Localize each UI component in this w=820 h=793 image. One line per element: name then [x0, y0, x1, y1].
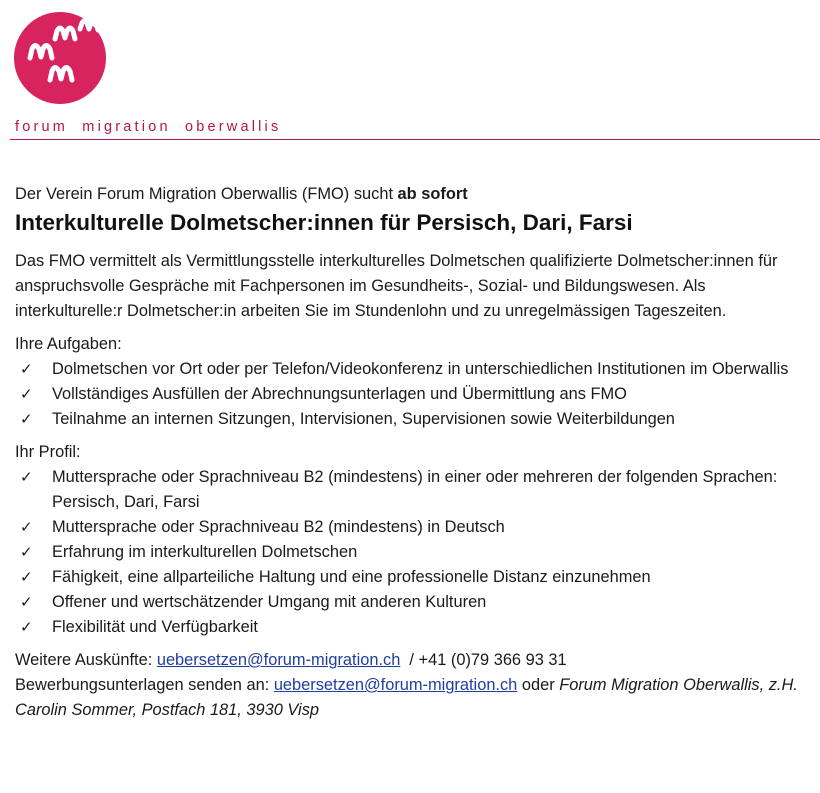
list-item [15, 590, 815, 615]
profile-list [15, 465, 815, 640]
list-item-text: Offener und wertschätzender Umgang mit anderen Kulturen [52, 593, 487, 611]
application-info [15, 673, 815, 723]
intro-text: Der Verein Forum Migration Oberwallis (FMO) sucht [15, 185, 398, 203]
intro-line [15, 182, 815, 207]
intro-emphasis: ab sofort [397, 185, 468, 203]
list-item [15, 382, 815, 407]
list-item-text: Dolmetschen vor Ort oder per Telefon/Videokonferenz in unterschiedlichen Institutionen im Oberwallis [52, 360, 789, 378]
page-title: Interkulturelle Dolmetscher:innen für Persisch, Dari, Farsi [15, 210, 633, 235]
list-item-text: Vollständiges Ausfüllen der Abrechnungsunterlagen und Übermittlung ans FMO [52, 385, 627, 403]
info-label: Weitere Auskünfte: [15, 651, 157, 669]
org-name: forum migration oberwallis [15, 119, 282, 135]
info-email-link[interactable]: uebersetzen@forum-migration.ch [156, 651, 401, 669]
header-divider [10, 139, 820, 140]
tasks-label: Ihre Aufgaben: [15, 335, 122, 353]
description: Das FMO vermittelt als Vermittlungsstelle interkulturelles Dolmetschen qualifizierte Dolmetscher:innen für anspruchsvolle Gespräche mit Fachpersonen im Gesundheits-, Sozial- und Bildungswesen. Als interkulturelle:r Dolmetscher:in arbeiten Sie im Stundenlohn und zu unregelmässigen Tageszeiten. [15, 252, 778, 320]
list-item [15, 565, 815, 590]
check-icon: ✓ [20, 594, 33, 611]
apply-email-link[interactable]: uebersetzen@forum-migration.ch [273, 676, 518, 694]
check-icon: ✓ [20, 519, 33, 536]
list-item-text: Flexibilität und Verfügbarkeit [52, 618, 258, 636]
list-item [15, 540, 815, 565]
job-posting [15, 182, 815, 723]
tasks-list [15, 357, 815, 432]
check-icon: ✓ [20, 469, 33, 486]
profile-label: Ihr Profil: [15, 443, 81, 461]
list-item [15, 465, 815, 515]
info-phone: / +41 (0)79 366 93 31 [400, 651, 567, 669]
list-item [15, 515, 815, 540]
check-icon: ✓ [20, 361, 33, 378]
list-item-text: Erfahrung im interkulturellen Dolmetschen [52, 543, 358, 561]
list-item-text: Muttersprache oder Sprachniveau B2 (mindestens) in einer oder mehreren der folgenden Sprachen: Persisch, Dari, Farsi [52, 468, 778, 511]
apply-address: Forum Migration Oberwallis, z.H. Carolin Sommer, Postfach 181, 3930 Visp [15, 676, 798, 719]
apply-or: oder [517, 676, 560, 694]
fmo-logo [14, 12, 106, 104]
contact-info [15, 648, 815, 673]
list-item [15, 407, 815, 432]
list-item [15, 357, 815, 382]
apply-label: Bewerbungsunterlagen senden an: [15, 676, 274, 694]
list-item-text: Fähigkeit, eine allparteiliche Haltung und eine professionelle Distanz einzunehmen [52, 568, 651, 586]
list-item [15, 615, 815, 640]
check-icon: ✓ [20, 411, 33, 428]
check-icon: ✓ [20, 386, 33, 403]
list-item-text: Teilnahme an internen Sitzungen, Intervisionen, Supervisionen sowie Weiterbildungen [52, 410, 675, 428]
list-item-text: Muttersprache oder Sprachniveau B2 (mindestens) in Deutsch [52, 518, 505, 536]
check-icon: ✓ [20, 569, 33, 586]
check-icon: ✓ [20, 619, 33, 636]
check-icon: ✓ [20, 544, 33, 561]
